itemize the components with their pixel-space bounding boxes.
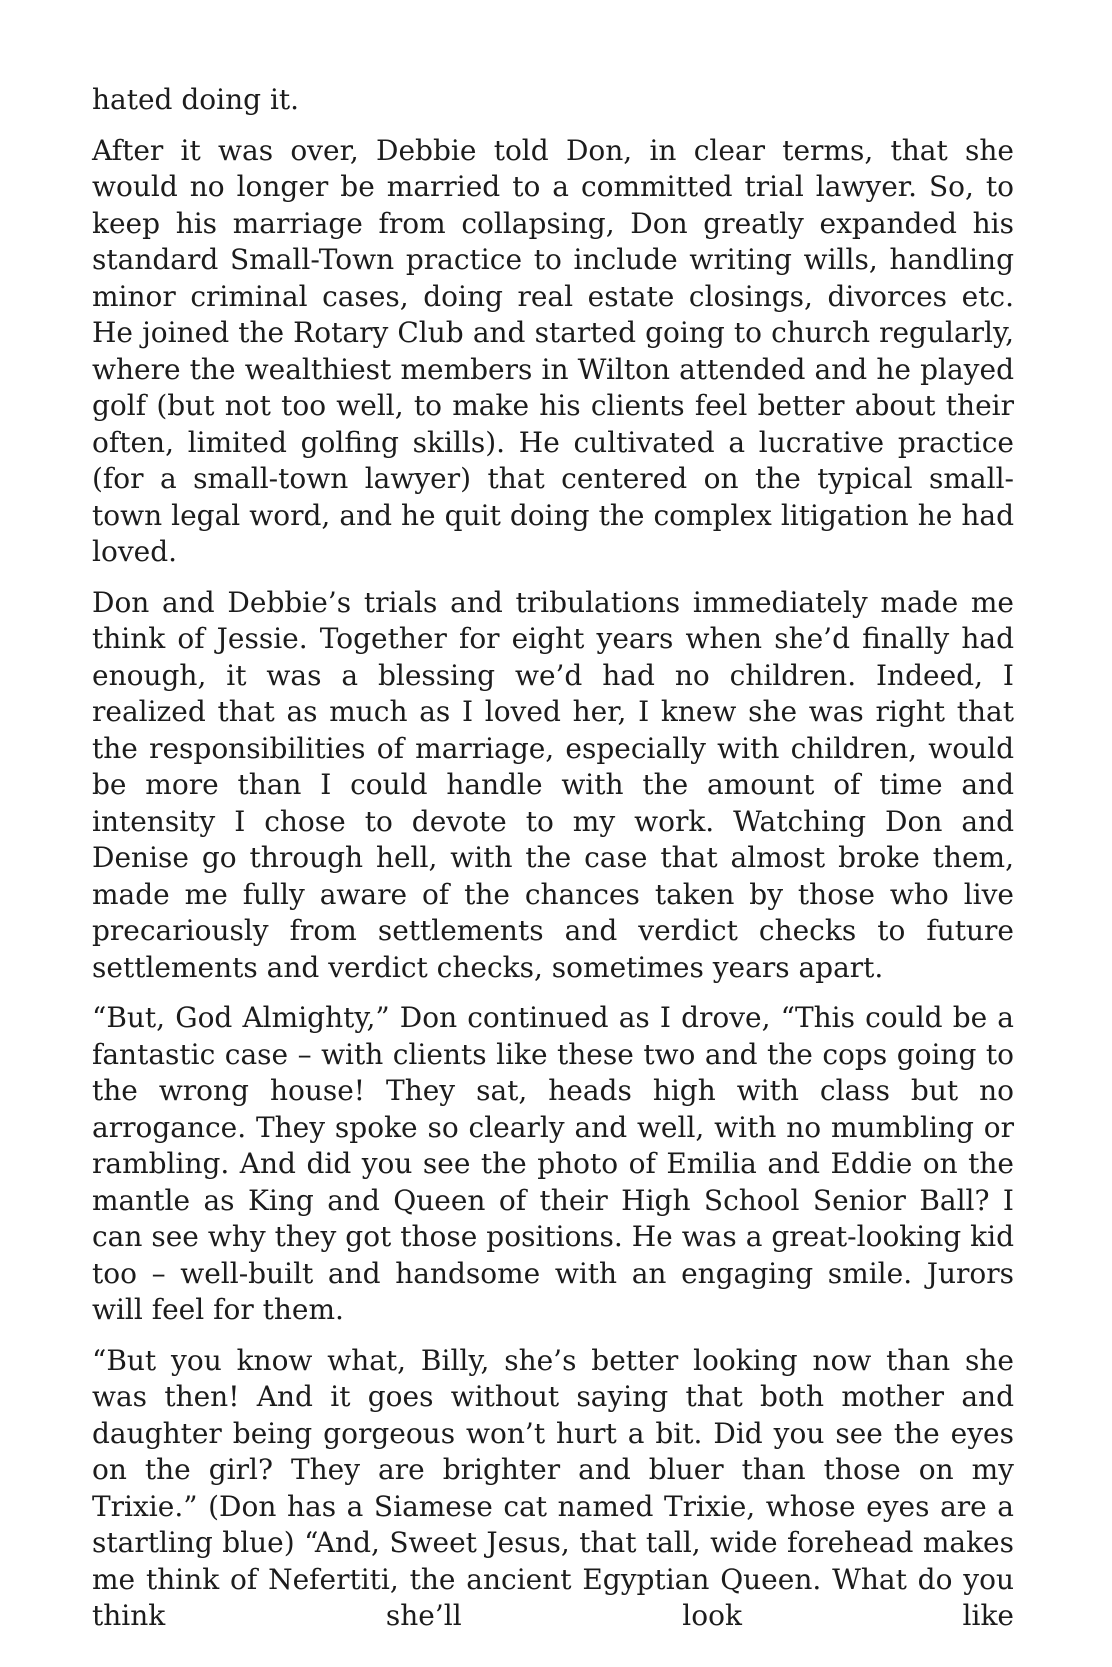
book-page-text <box>92 82 1014 1649</box>
paragraph-debbie-ultimatum: After it was over, Debbie told Don, in clear terms, that she would no longer be married to a committed trial lawyer. So, to keep his marriage from collapsing, Don greatly expanded his standard Small-Town practice to include writing wills, handling minor criminal cases, doing real estate closings, divorces etc. He joined the Rotary Club and started going to church regularly, where the wealthiest members in Wilton attended and he played golf (but not too well, to make his clients feel better about their often, limited golfing skills). He cultivated a lucrative practice (for a small-town lawyer) that centered on the typical small-town legal word, and he quit doing the complex litigation he had loved. <box>92 133 1014 568</box>
paragraph-don-fantastic-case: “But, God Almighty,” Don continued as I drove, “This could be a fantastic case – with clients like these two and the cops going to the wrong house! They sat, heads high with class but no arrogance. They spoke so clearly and well, with no mumbling or rambling. And did you see the photo of Emilia and Eddie on the mantle as King and Queen of their High School Senior Ball? I can see why they got those positions. He was a great-looking kid too – well-built and handsome with an engaging smile. Jurors will feel for them. <box>92 1001 1014 1326</box>
paragraph-jessie-reflection: Don and Debbie’s trials and tribulations immediately made me think of Jessie. Together for eight years when she’d finally had enough, it was a blessing we’d had no children. Indeed, I realized that as much as I loved her, I knew she was right that the responsibilities of marriage, especially with children, would be more than I could handle with the amount of time and intensity I chose to devote to my work. Watching Don and Denise go through hell, with the case that almost broke them, made me fully aware of the chances taken by those who live precariously from settlements and verdict checks to future settlements and verdict checks, sometimes years apart. <box>92 585 1014 984</box>
paragraph-continuation: hated doing it. <box>92 83 300 116</box>
paragraph-better-looking: “But you know what, Billy, she’s better looking now than she was then! And it goes without saying that both mother and daughter being gorgeous won’t hurt a bit. Did you see the eyes on the girl? They are brighter and bluer than those on my Trixie.” (Don has a Siamese cat named Trixie, whose eyes are a startling blue) “And, Sweet Jesus, that tall, wide forehead makes me think of Nefertiti, the ancient Egyptian Queen. What do you think she’ll look like <box>92 1343 1014 1632</box>
